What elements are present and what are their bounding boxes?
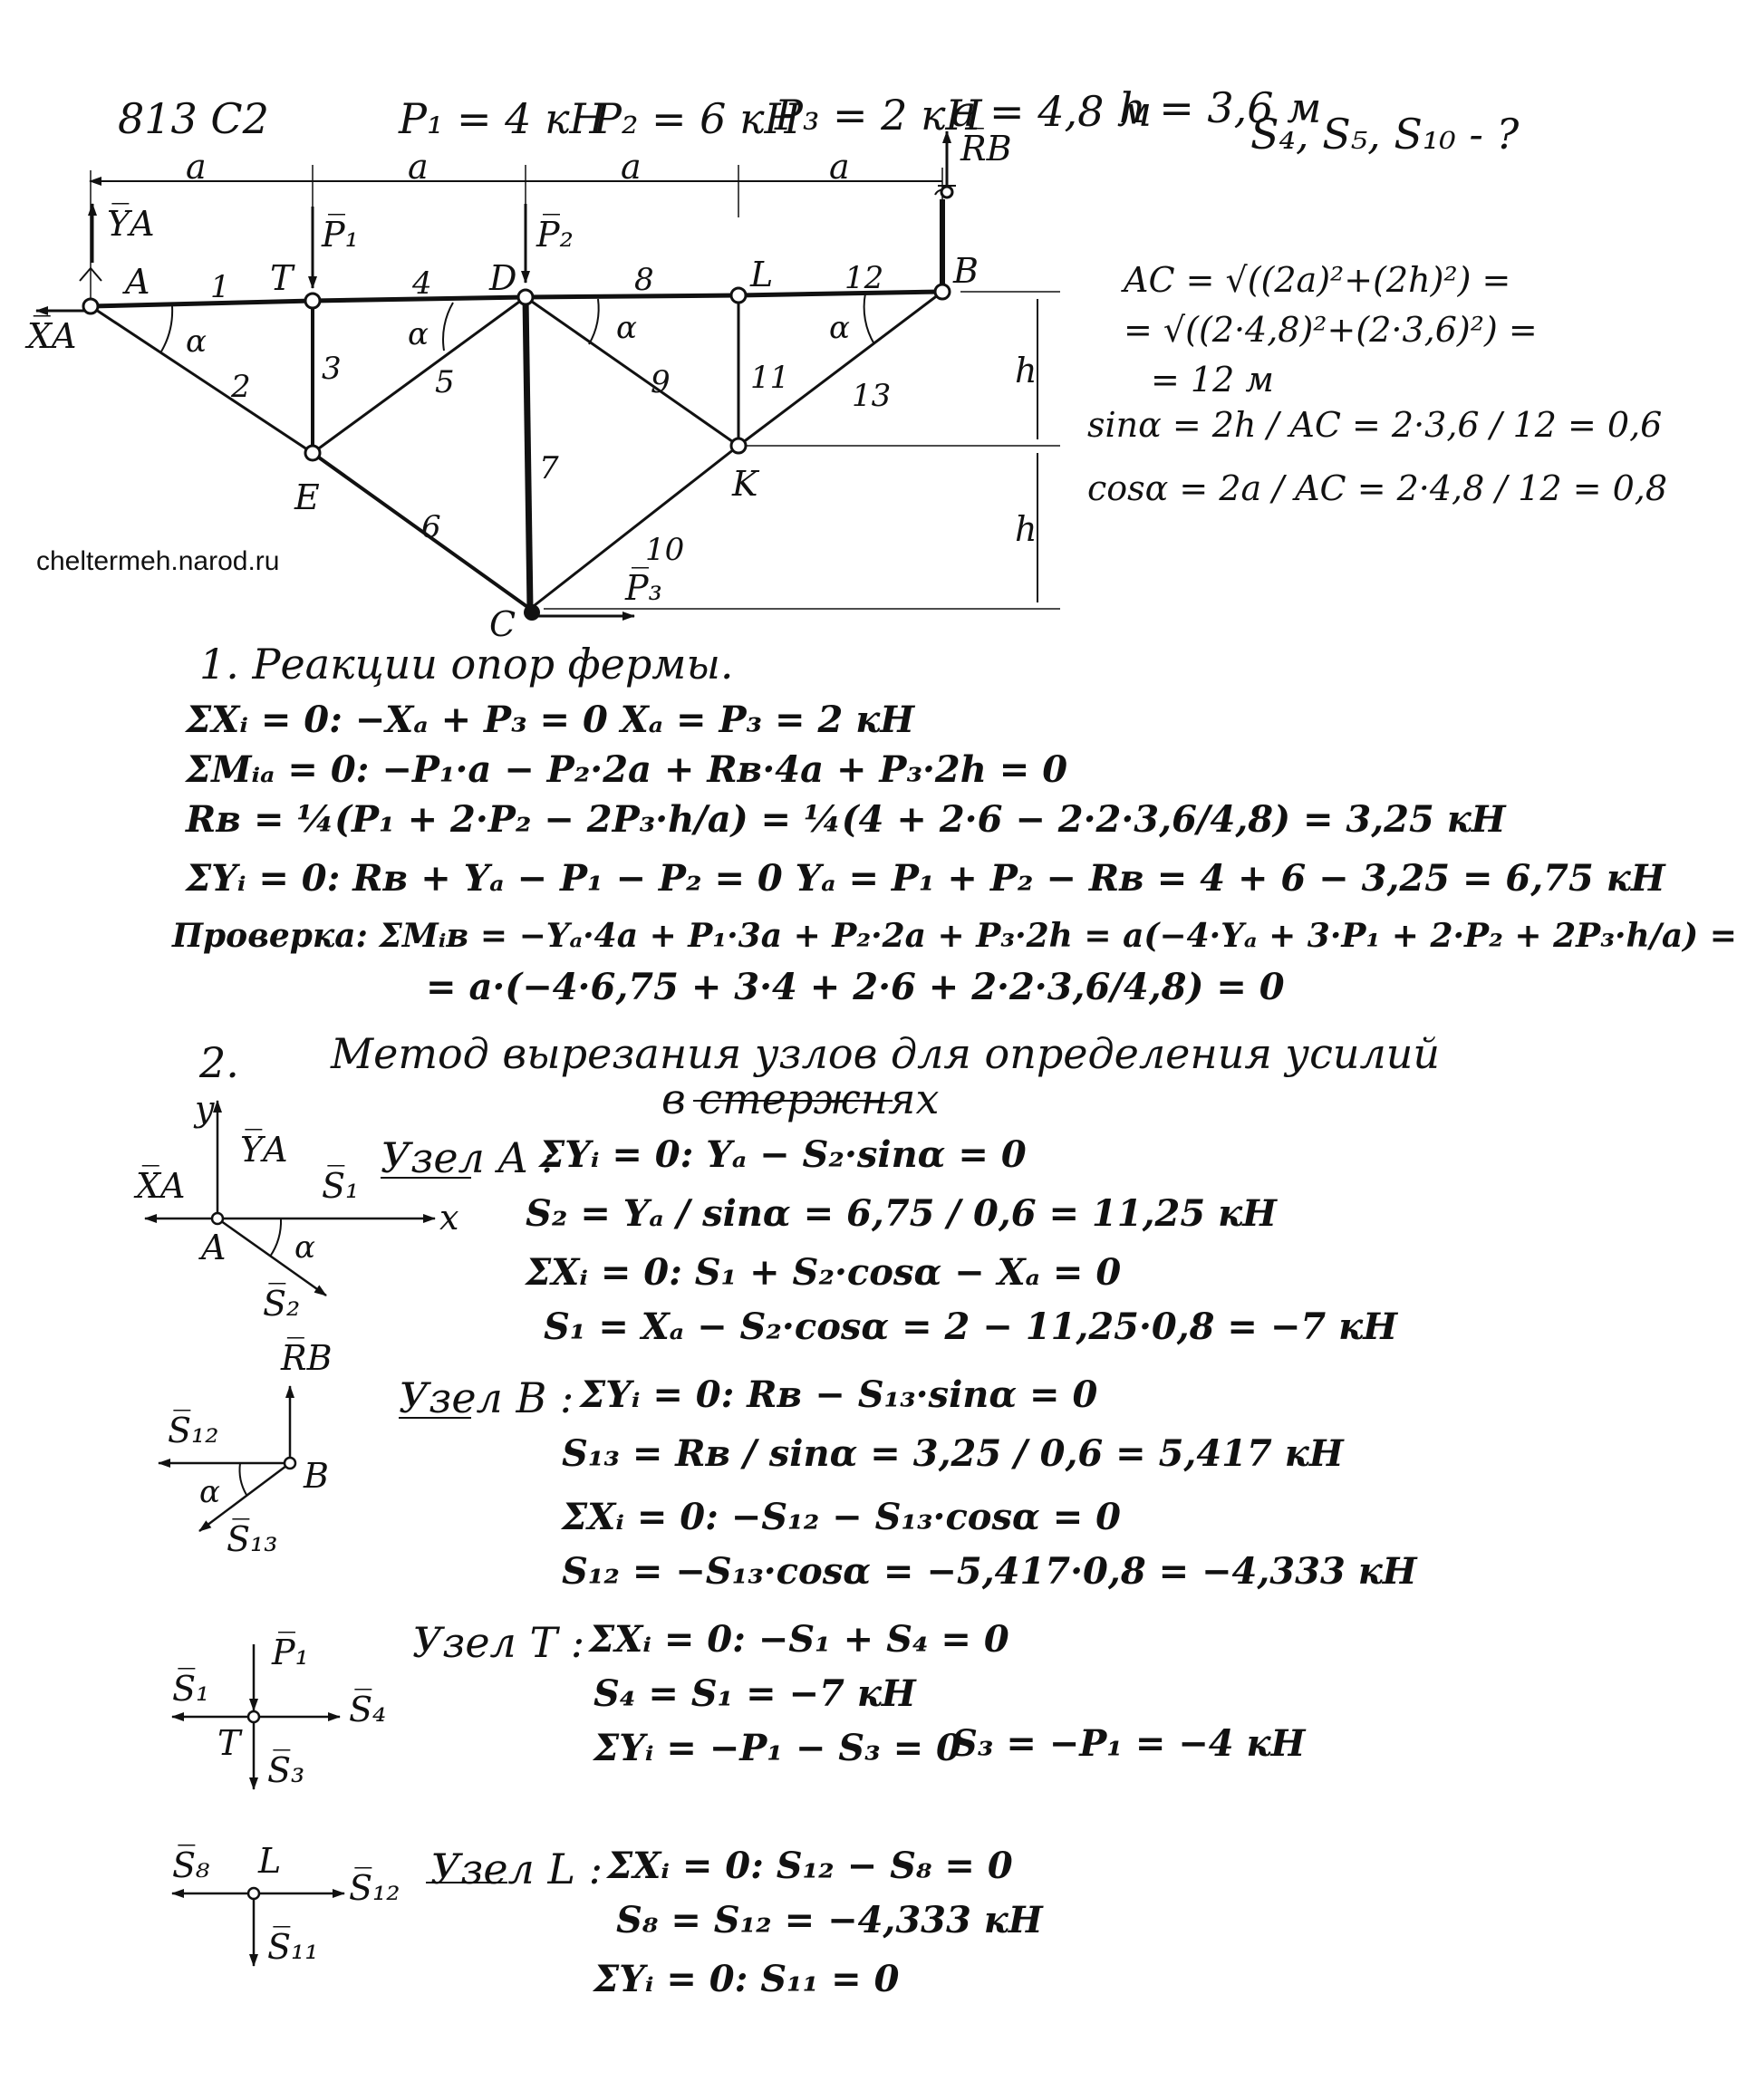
nodeT-node-label: T	[217, 1723, 241, 1763]
bar-label-10: 10	[645, 532, 685, 568]
nodeL-node-label: L	[258, 1841, 282, 1881]
nodeB-node-label: B	[304, 1456, 329, 1496]
nodeB-S12-label: S̅₁₂	[168, 1411, 219, 1450]
node-label-D: D	[489, 258, 517, 298]
angle-label-3: α	[616, 310, 637, 346]
given-a: a = 4,8 м	[951, 87, 1153, 136]
bar-1	[91, 301, 313, 306]
nodeA-line-1: ΣYᵢ = 0: Yₐ − S₂·sinα = 0	[539, 1133, 1027, 1176]
nodeA-S2-label: S̅₂	[263, 1284, 301, 1324]
unknowns-label: S₄, S₅, S₁₀ - ?	[1250, 110, 1520, 159]
calc-ac-3: = 12 м	[1151, 360, 1274, 400]
node-label-K: K	[732, 464, 758, 504]
bar-7	[526, 297, 530, 609]
nodeL-line-2: S₈ = S₁₂ = −4,333 кН	[616, 1899, 1043, 1941]
node-label-T: T	[270, 258, 294, 298]
angle-label-4: α	[829, 310, 850, 346]
dim-a-3: a	[621, 147, 642, 187]
bar-label-1: 1	[210, 269, 230, 305]
nodeT-P1-label: P̅₁	[272, 1633, 309, 1672]
nodeT-S3-label: S̅₃	[267, 1750, 305, 1790]
given-P3: P₃ = 2 кН	[775, 91, 982, 140]
bar-label-4: 4	[412, 265, 432, 302]
nodeB-line-2: S₁₃ = Rʙ / sinα = 3,25 / 0,6 = 5,417 кН	[562, 1432, 1344, 1475]
nodeA-x-axis-label: x	[439, 1198, 459, 1238]
nodeB-heading: Узел B :	[399, 1373, 574, 1422]
reaction-label-YA: Y̅A	[107, 204, 155, 244]
load-label-P3: P̅₃	[625, 568, 662, 608]
nodeA-heading: Узел A :	[381, 1133, 555, 1182]
node-label-E: E	[294, 477, 320, 517]
section2-title-2: в стержнях	[661, 1074, 940, 1123]
nodeA-line-2: S₂ = Yₐ / sinα = 6,75 / 0,6 = 11,25 кН	[526, 1192, 1277, 1235]
node-E	[305, 446, 320, 460]
nodeA-node-label: A	[201, 1228, 227, 1267]
node-K	[731, 438, 746, 453]
nodeA-line-3: ΣXᵢ = 0: S₁ + S₂·cosα − Xₐ = 0	[526, 1251, 1122, 1294]
bar-label-3: 3	[322, 351, 342, 387]
nodeL-S11-label: S̅₁₁	[267, 1927, 319, 1967]
node-C	[524, 604, 540, 621]
nodeA-YA-label: Y̅A	[240, 1130, 288, 1170]
bar-8	[526, 295, 738, 297]
section2-number: 2.	[199, 1038, 239, 1087]
reaction-label-XA: X̅A	[27, 316, 77, 356]
nodeA-XA-label: X̅A	[136, 1166, 186, 1206]
nodeA-line-4: S₁ = Xₐ − S₂·cosα = 2 − 11,25·0,8 = −7 кН	[544, 1305, 1398, 1348]
nodeA-y-axis-label: y	[195, 1089, 215, 1129]
nodeT-S1-label: S̅₁	[172, 1669, 210, 1709]
load-label-P2: P̅₂	[536, 215, 574, 255]
nodeT-heading: Узел T :	[412, 1618, 585, 1667]
nodeT-line-2: S₄ = S₁ = −7 кН	[593, 1672, 916, 1715]
bar-label-7: 7	[539, 450, 559, 486]
nodeA-alpha-label: α	[294, 1229, 315, 1266]
section1-line-2: ΣMᵢₐ = 0: −P₁·a − P₂·2a + Rʙ·4a + P₃·2h = 0	[186, 748, 1068, 791]
nodeT-S4-label: S̅₄	[349, 1690, 387, 1729]
node-T	[305, 294, 320, 308]
reaction-label-RB: R̅B	[960, 129, 1012, 169]
nodeT-line-1: ΣXᵢ = 0: −S₁ + S₄ = 0	[589, 1618, 1009, 1661]
bar-label-6: 6	[421, 509, 441, 545]
bar-label-9: 9	[651, 364, 671, 400]
dim-h-1: h	[1015, 351, 1037, 390]
bar-label-5: 5	[435, 364, 455, 400]
given-P1: P₁ = 4 кН	[399, 94, 606, 143]
bar-label-12: 12	[844, 260, 884, 296]
calc-ac-1: AC = √((2a)²+(2h)²) =	[1124, 260, 1511, 300]
nodeB-line-3: ΣXᵢ = 0: −S₁₂ − S₁₃·cosα = 0	[562, 1496, 1121, 1538]
nodeT-line-4: S₃ = −P₁ = −4 кН	[951, 1722, 1306, 1765]
nodeB-RB-label: R̅B	[281, 1338, 333, 1378]
nodeL-S8-label: S̅₈	[172, 1845, 210, 1885]
dim-h-2: h	[1015, 509, 1037, 549]
section1-line-3: Rʙ = ¼(P₁ + 2·P₂ − 2P₃·h/a) = ¼(4 + 2·6 − 2·2·3,6/4,8) = 3,25 кН	[186, 798, 1506, 841]
calc-ac-2: = √((2·4,8)²+(2·3,6)²) =	[1124, 310, 1538, 350]
nodeB-line-4: S₁₂ = −S₁₃·cosα = −5,417·0,8 = −4,333 кН	[562, 1550, 1417, 1593]
angle-label-2: α	[408, 316, 429, 352]
calc-cos: cosα = 2a / AC = 2·4,8 / 12 = 0,8	[1087, 468, 1668, 508]
bar-label-13: 13	[852, 378, 892, 414]
dim-a-1: a	[186, 147, 207, 187]
section1-line-4: ΣYᵢ = 0: Rʙ + Yₐ − P₁ − P₂ = 0 Yₐ = P₁ + P₂ − Rʙ = 4 + 6 − 3,25 = 6,75 кН	[186, 857, 1665, 900]
node-label-B: B	[953, 251, 979, 291]
section2-title-1: Метод вырезания узлов для определения усилий	[331, 1029, 1441, 1078]
section1-line-5: Проверка: ΣMᵢʙ = −Yₐ·4a + P₁·3a + P₂·2a + P₃·2h = a(−4·Yₐ + 3·P₁ + 2·P₂ + 2P₃·h/a) =	[172, 917, 1737, 955]
nodeL-line-3: ΣYᵢ = 0: S₁₁ = 0	[593, 1958, 900, 2000]
node-D	[518, 290, 533, 304]
nodeT-line-3: ΣYᵢ = −P₁ − S₃ = 0	[593, 1727, 961, 1769]
node-B	[935, 284, 950, 299]
section1-line-6: = a·(−4·6,75 + 3·4 + 2·6 + 2·2·3,6/4,8) = 0	[426, 966, 1285, 1008]
bar-label-11: 11	[750, 360, 790, 396]
node-A	[83, 299, 98, 313]
dim-a-2: a	[408, 147, 429, 187]
nodeL-S12-label: S̅₁₂	[349, 1868, 400, 1908]
angle-label-1: α	[186, 323, 207, 360]
nodeL-heading: Узел L :	[430, 1845, 603, 1893]
calc-sin: sinα = 2h / AC = 2·3,6 / 12 = 0,6	[1087, 405, 1663, 445]
variant-label: 813 C2	[118, 94, 269, 143]
dim-a-4: a	[829, 147, 850, 187]
given-h: h = 3,6 м	[1119, 83, 1322, 132]
nodeB-line-1: ΣYᵢ = 0: Rʙ − S₁₃·sinα = 0	[580, 1373, 1098, 1416]
section1-title: 1. Реакции опор фермы.	[199, 640, 734, 689]
node-label-C: C	[489, 604, 516, 644]
bar-label-2: 2	[231, 369, 251, 405]
nodeB-S13-label: S̅₁₃	[227, 1519, 278, 1559]
load-label-P1: P̅₁	[322, 215, 359, 255]
node-L	[731, 288, 746, 303]
given-P2: P₂ = 6 кН	[593, 94, 801, 143]
bar-label-8: 8	[634, 262, 654, 298]
node-label-L: L	[750, 255, 774, 294]
node-B-support	[941, 187, 952, 197]
nodeB-alpha-label: α	[199, 1474, 220, 1510]
website-watermark: cheltermeh.narod.ru	[36, 546, 280, 576]
nodeL-line-1: ΣXᵢ = 0: S₁₂ − S₈ = 0	[607, 1845, 1013, 1887]
node-label-A: A	[125, 262, 150, 302]
section1-line-1: ΣXᵢ = 0: −Xₐ + P₃ = 0 Xₐ = P₃ = 2 кН	[186, 698, 915, 741]
nodeA-S1-label: S̅₁	[322, 1166, 360, 1206]
